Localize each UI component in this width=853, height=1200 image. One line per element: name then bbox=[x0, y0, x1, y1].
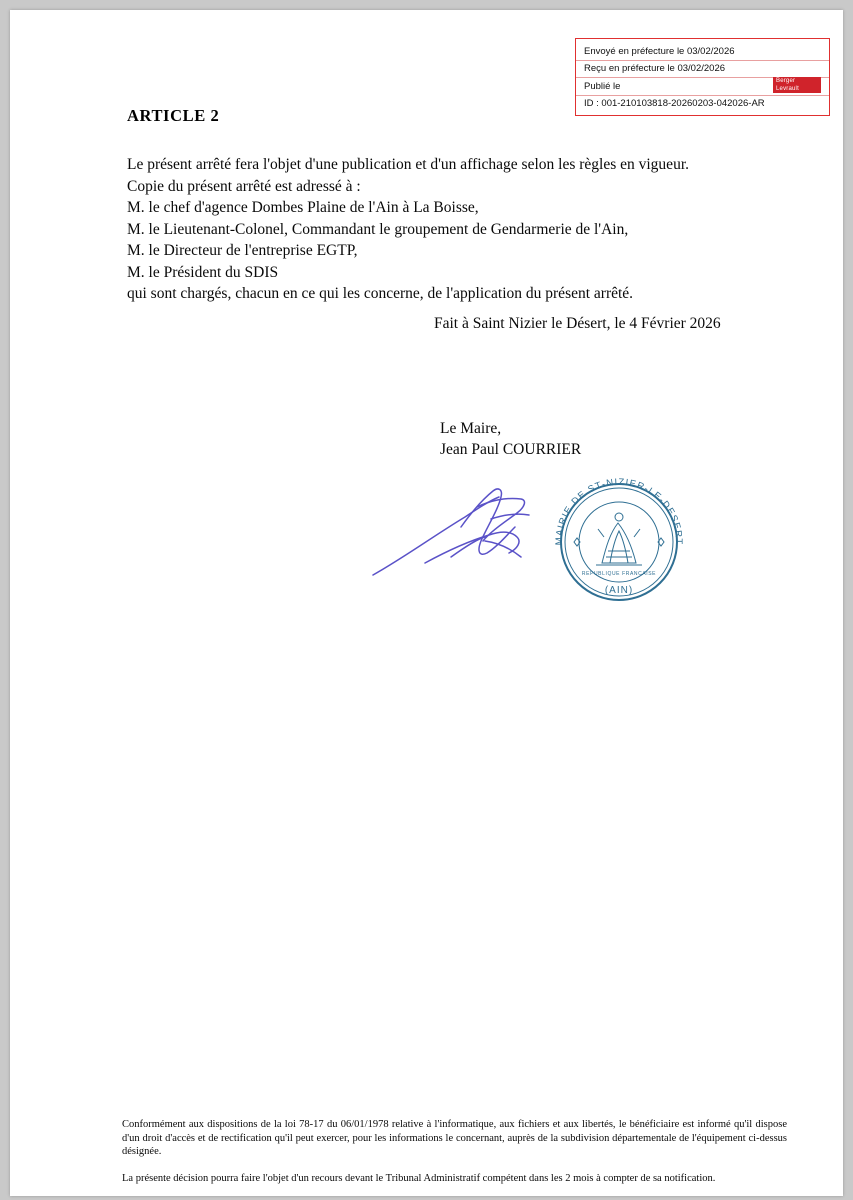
prefecture-line-sent: Envoyé en préfecture le 03/02/2026 bbox=[584, 45, 735, 57]
berger-levrault-logo bbox=[773, 77, 821, 93]
signature-block bbox=[440, 418, 581, 460]
body-paragraph: qui sont chargés, chacun en ce qui les concerne, de l'application du présent arrêté. bbox=[127, 285, 634, 302]
svg-text:REPUBLIQUE FRANCAISE: REPUBLIQUE FRANCAISE bbox=[581, 571, 657, 577]
svg-text:MAIRIE DE ST-NIZIER-LE-DESERT bbox=[554, 477, 684, 546]
body-paragraph: Copie du présent arrêté est adressé à : bbox=[127, 177, 361, 195]
article-title: ARTICLE 2 bbox=[127, 106, 220, 125]
prefecture-line-id: ID : 001-210103818-20260203-042026-AR bbox=[584, 98, 765, 109]
place-and-date: Fait à Saint Nizier le Désert, le 4 Février 2026 bbox=[434, 315, 721, 332]
signature-name: Jean Paul COURRIER bbox=[440, 441, 582, 458]
footer-paragraph-informatique: Conformément aux dispositions de la loi 78-17 du 06/01/1978 relative à l'informatique, aux fichiers et aux libertés, le bénéficiaire est informé qu'il dispose d'un droit d'accès et de rectification qu'il peut exercer, pour les informations le concernant, auprès de la subdivision départementale de l'équipement ci-dessus désignée. bbox=[122, 1119, 787, 1157]
body-paragraph: M. le Directeur de l'entreprise EGTP, bbox=[127, 242, 358, 259]
body-paragraph: Le présent arrêté fera l'objet d'une publication et d'un affichage selon les règles en vigueur. bbox=[127, 156, 689, 173]
municipal-seal bbox=[544, 467, 694, 617]
signature-role: Le Maire, bbox=[440, 420, 502, 437]
footer-paragraph-recours: La présente décision pourra faire l'objet d'un recours devant le Tribunal Administratif compétent dans les 2 mois à compter de sa notification. bbox=[122, 1172, 716, 1184]
berger-levrault-logo-line2: Levrault bbox=[776, 85, 799, 92]
prefecture-line-published: Publié le bbox=[584, 80, 621, 92]
berger-levrault-logo-line1: Berger bbox=[776, 78, 796, 84]
document-page bbox=[10, 10, 843, 1196]
seal-bottom-text: (AIN) bbox=[604, 585, 634, 596]
footer-legal-notices bbox=[122, 1118, 787, 1185]
spacer bbox=[122, 1159, 787, 1172]
seal-outer-text: MAIRIE DE ST-NIZIER-LE-DESERT bbox=[553, 476, 685, 546]
body-paragraph: M. le chef d'agence Dombes Plaine de l'Ain à La Boisse, bbox=[127, 199, 479, 216]
document-body bbox=[127, 154, 767, 305]
body-paragraph: M. le Président du SDIS bbox=[127, 263, 279, 281]
prefecture-stamp-box bbox=[575, 38, 830, 116]
body-paragraph: M. le Lieutenant-Colonel, Commandant le groupement de Gendarmerie de l'Ain, bbox=[127, 220, 629, 238]
prefecture-line-received: Reçu en préfecture le 03/02/2026 bbox=[584, 63, 726, 74]
